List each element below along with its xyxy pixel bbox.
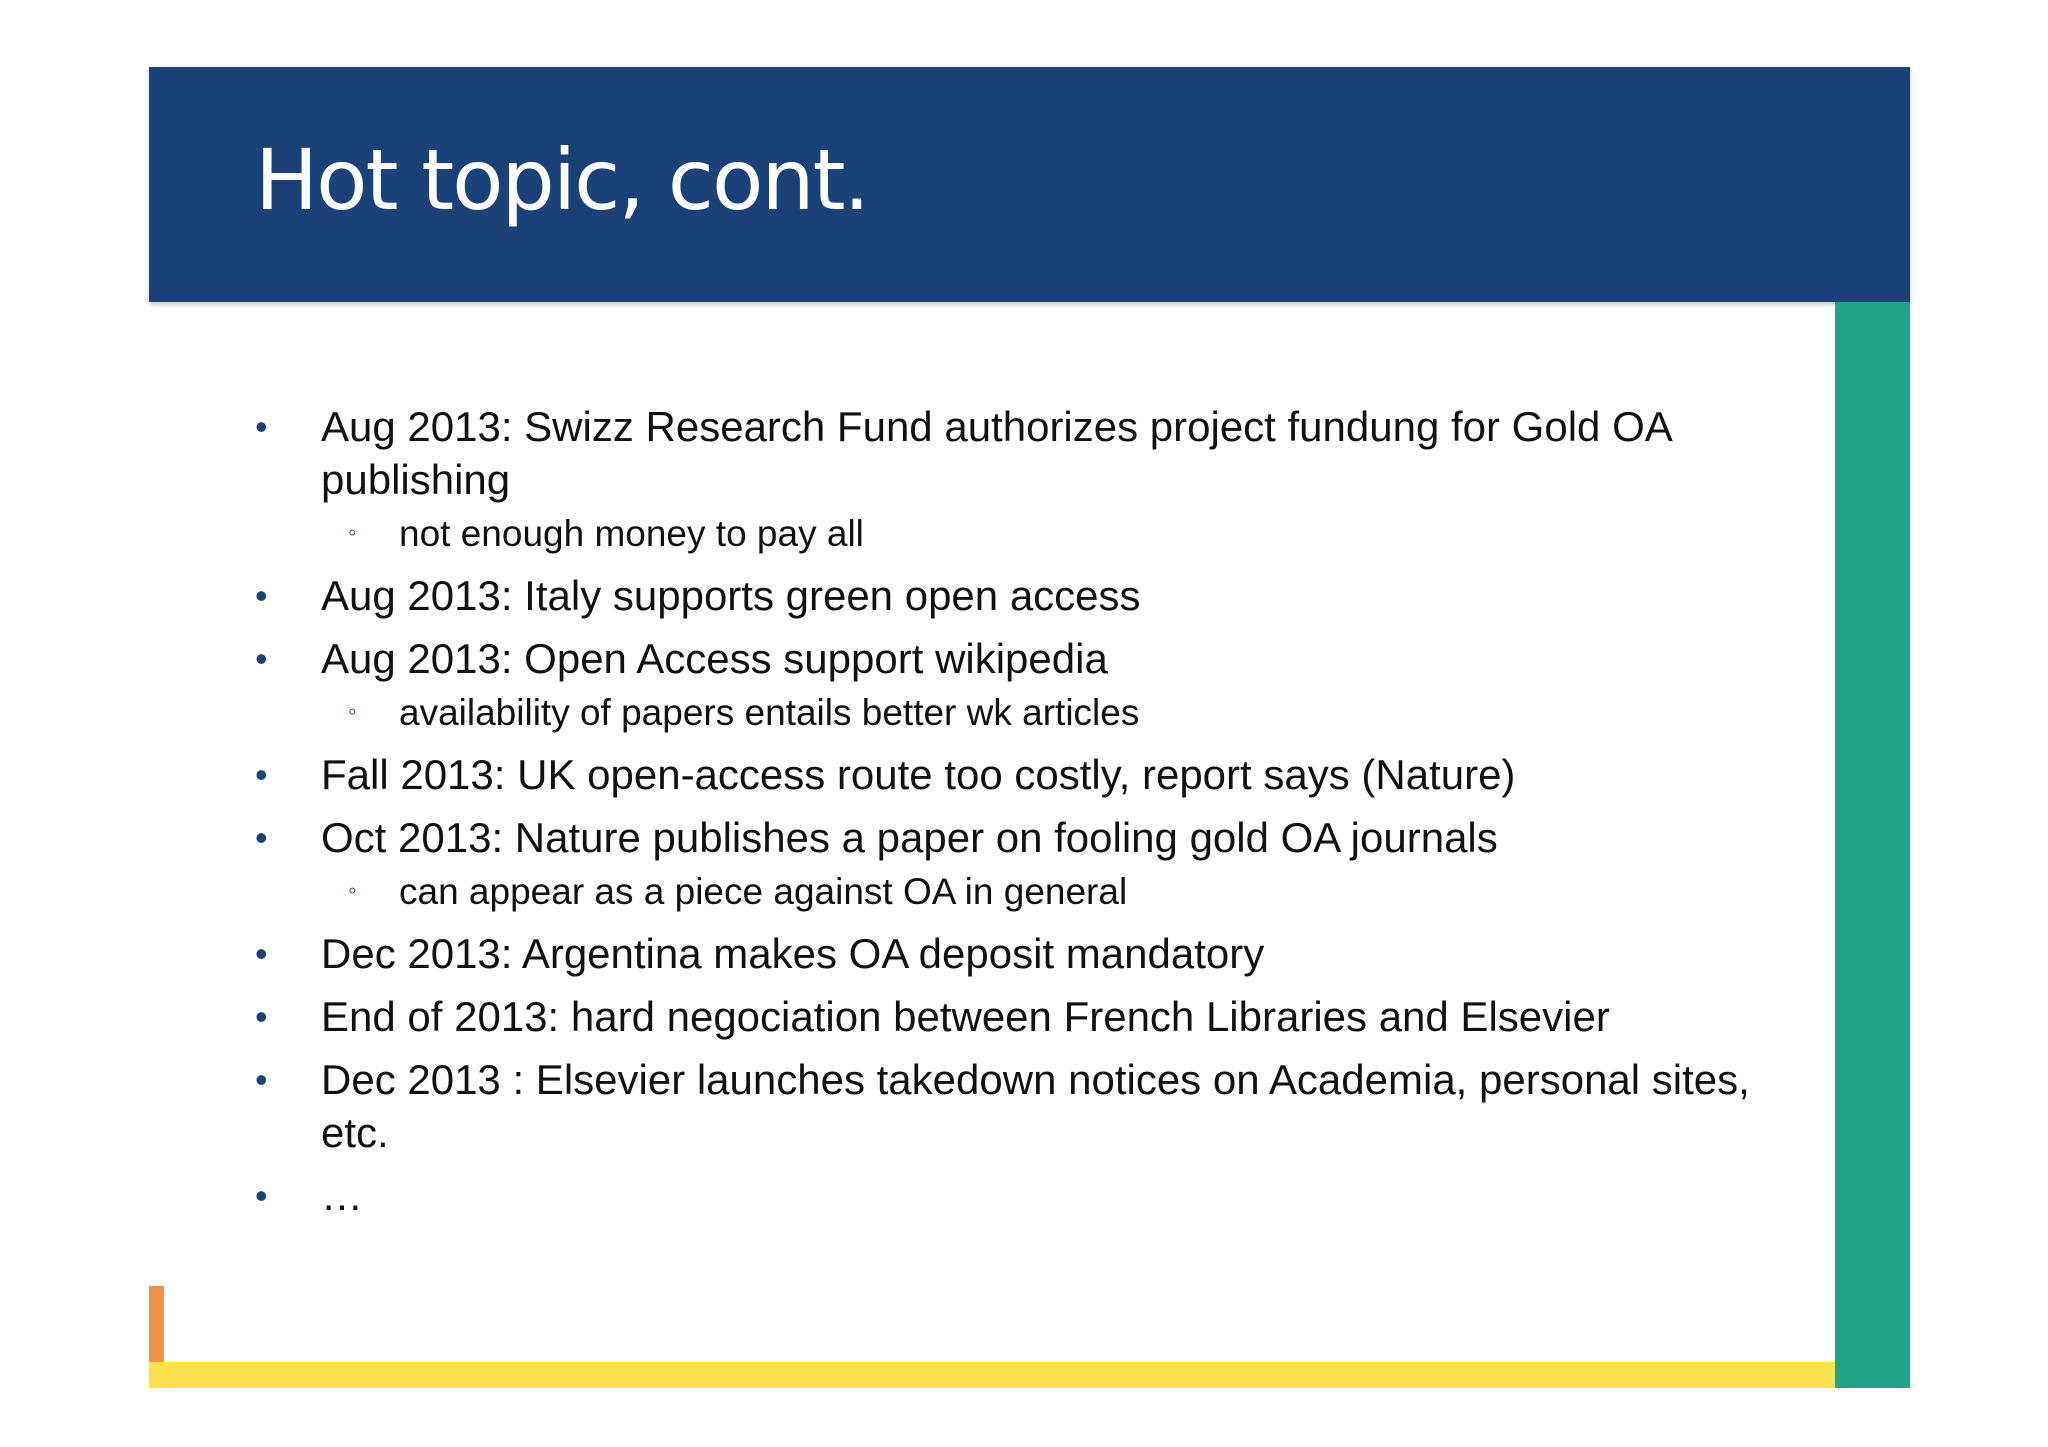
orange-accent-mark	[149, 1286, 164, 1362]
bullet-item	[250, 400, 1810, 506]
bullet-dot-icon: •	[255, 1059, 268, 1100]
bullet-text: Oct 2013: Nature publishes a paper on fooling gold OA journals	[321, 814, 1498, 861]
bullet-item	[250, 748, 1810, 801]
bullet-item	[250, 1053, 1810, 1159]
bottom-accent-bar	[149, 1362, 1835, 1388]
sub-bullet-item	[250, 870, 1810, 914]
bullet-text: Dec 2013 : Elsevier launches takedown notices on Academia, personal sites, etc.	[321, 1056, 1750, 1156]
bullet-dot-icon: •	[255, 1175, 268, 1216]
bullet-text: Fall 2013: UK open-access route too costly, report says (Nature)	[321, 751, 1516, 798]
bullet-item	[250, 569, 1810, 622]
bullet-text: …	[321, 1172, 363, 1219]
bullet-dot-icon: •	[255, 406, 268, 447]
sub-bullet-circle-icon: ◦	[348, 877, 357, 904]
bullet-dot-icon: •	[255, 575, 268, 616]
bullet-item	[250, 811, 1810, 864]
sub-bullet-item	[250, 691, 1810, 735]
sub-bullet-text: availability of papers entails better wk articles	[399, 692, 1140, 733]
bullet-dot-icon: •	[255, 996, 268, 1037]
right-accent-bar	[1835, 302, 1910, 1388]
bullet-text: Dec 2013: Argentina makes OA deposit mandatory	[321, 930, 1265, 977]
bullet-item	[250, 990, 1810, 1043]
sub-bullet-item	[250, 512, 1810, 556]
bullet-item	[250, 927, 1810, 980]
bullet-dot-icon: •	[255, 754, 268, 795]
sub-bullet-text: can appear as a piece against OA in general	[399, 871, 1128, 912]
sub-bullet-circle-icon: ◦	[348, 519, 357, 546]
bullet-dot-icon: •	[255, 638, 268, 679]
sub-bullet-text: not enough money to pay all	[399, 513, 864, 554]
bullet-dot-icon: •	[255, 933, 268, 974]
bullet-item	[250, 632, 1810, 685]
bullet-item	[250, 1169, 1810, 1222]
bullet-text: Aug 2013: Open Access support wikipedia	[321, 635, 1108, 682]
sub-bullet-circle-icon: ◦	[348, 698, 357, 725]
bullet-list	[250, 400, 1810, 1232]
bullet-text: Aug 2013: Swizz Research Fund authorizes project fundung for Gold OA publishing	[321, 403, 1671, 503]
bullet-text: End of 2013: hard negociation between French Libraries and Elsevier	[321, 993, 1610, 1040]
bullet-dot-icon: •	[255, 817, 268, 858]
slide-title: Hot topic, cont.	[255, 131, 869, 229]
bullet-text: Aug 2013: Italy supports green open access	[321, 572, 1141, 619]
